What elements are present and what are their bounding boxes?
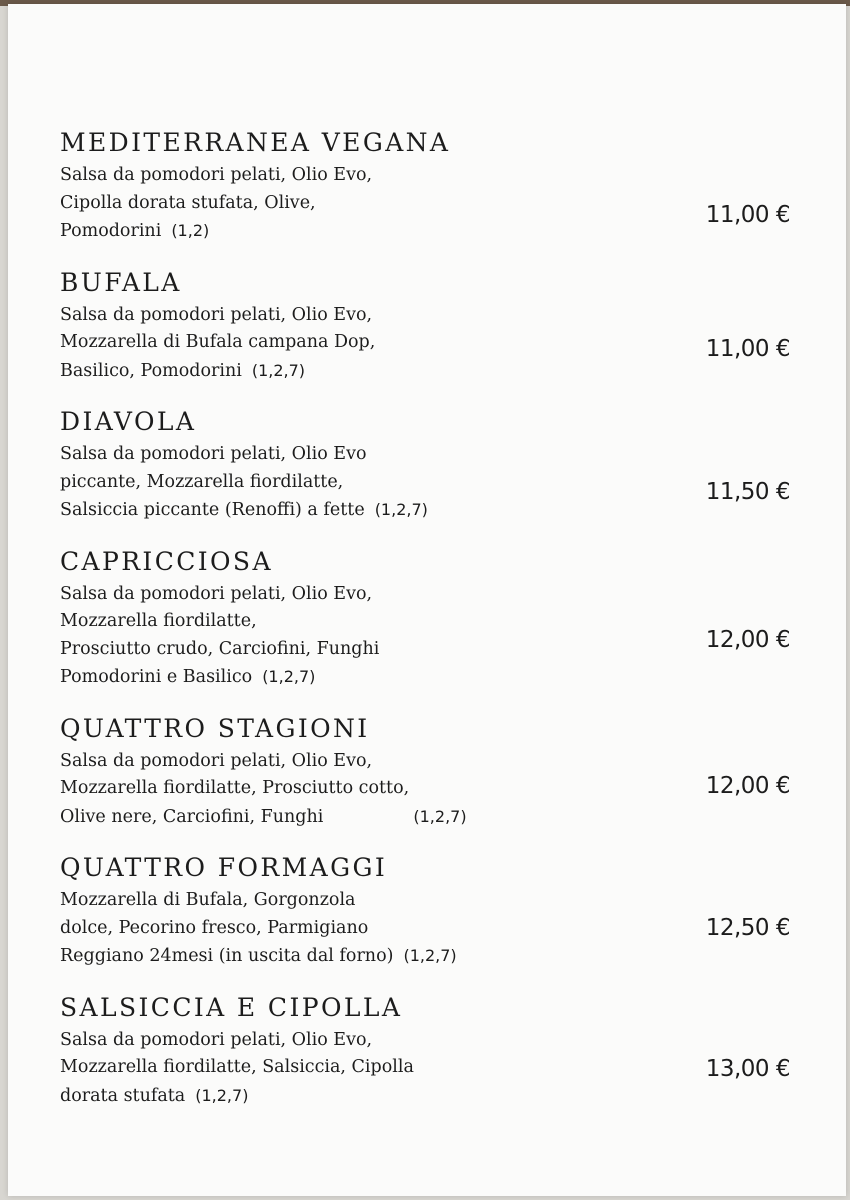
description-line: Mozzarella fiordilatte, Salsiccia, Cipolla xyxy=(60,1057,414,1077)
menu-item-quattro-formaggi xyxy=(60,852,820,971)
menu-page xyxy=(8,4,846,1196)
description-text: Pomodorini e Basilico xyxy=(60,667,253,687)
description-line: Cipolla dorata stufata, Olive, xyxy=(60,192,316,213)
allergen-codes: (1,2,7) xyxy=(413,806,467,826)
description-text: Pomodorini xyxy=(60,221,162,241)
allergen-codes: (1,2,7) xyxy=(403,946,457,965)
description-text: dorata stufata xyxy=(60,1085,186,1106)
menu-item-price: 12,00 € xyxy=(705,772,790,799)
description-line: Salsa da pomodori pelati, Olio Evo, xyxy=(60,304,373,325)
menu-item-name: QUATTRO STAGIONI xyxy=(60,713,370,743)
description-text: Salsiccia piccante (Renoffi) a fette xyxy=(60,500,365,520)
menu-item-price: 13,00 € xyxy=(705,1055,790,1082)
menu-item-bufala xyxy=(60,267,820,386)
menu-item-name: MEDITERRANEA VEGANA xyxy=(60,128,451,157)
menu-item-name: QUATTRO FORMAGGI xyxy=(60,853,388,882)
menu-item-name: SALSICCIA E CIPOLLA xyxy=(60,992,403,1022)
description-line: Salsa da pomodori pelati, Olio Evo, xyxy=(60,1029,373,1050)
description-line: dolce, Pecorino fresco, Parmigiano xyxy=(60,917,369,938)
description-line xyxy=(60,1082,820,1111)
description-line xyxy=(60,942,820,971)
description-line xyxy=(60,803,820,832)
menu-item-price: 11,50 € xyxy=(705,479,790,505)
menu-item-capricciosa xyxy=(60,546,820,692)
menu-item-price: 12,00 € xyxy=(705,626,790,653)
pizza-menu-list xyxy=(60,127,820,1131)
menu-item-name: CAPRICCIOSA xyxy=(60,546,273,576)
description-line: Mozzarella di Bufala campana Dop, xyxy=(60,332,376,352)
description-line: Mozzarella fiordilatte, xyxy=(60,611,257,631)
description-line: Salsa da pomodori pelati, Olio Evo, xyxy=(60,583,373,604)
description-text: Reggiano 24mesi (in uscita dal forno) xyxy=(60,946,394,966)
description-line xyxy=(60,663,820,692)
description-line: piccante, Mozzarella fiordilatte, xyxy=(60,471,344,492)
menu-item-price: 11,00 € xyxy=(705,335,790,362)
description-line: Mozzarella fiordilatte, Prosciutto cotto, xyxy=(60,778,410,798)
description-line: Salsa da pomodori pelati, Olio Evo, xyxy=(60,750,373,771)
description-line: Salsa da pomodori pelati, Olio Evo xyxy=(60,444,367,464)
menu-item-salsiccia-e-cipolla xyxy=(60,992,820,1111)
allergen-codes: (1,2,7) xyxy=(374,500,428,519)
menu-item-quattro-stagioni xyxy=(60,713,820,832)
allergen-codes: (1,2,7) xyxy=(195,1085,249,1105)
menu-item-mediterranea-vegana xyxy=(60,127,820,246)
description-line: Mozzarella di Bufala, Gorgonzola xyxy=(60,890,356,910)
menu-item-price: 11,00 € xyxy=(705,202,790,228)
menu-item-price: 12,50 € xyxy=(705,915,790,941)
menu-item-name: BUFALA xyxy=(60,267,182,297)
allergen-codes: (1,2) xyxy=(171,221,210,240)
allergen-codes: (1,2,7) xyxy=(251,360,306,380)
menu-item-name: DIAVOLA xyxy=(60,407,197,436)
menu-item-diavola xyxy=(60,406,820,525)
allergen-codes: (1,2,7) xyxy=(262,667,316,686)
description-line: Salsa da pomodori pelati, Olio Evo, xyxy=(60,165,373,185)
description-line: Prosciutto crudo, Carciofini, Funghi xyxy=(60,638,380,659)
description-text: Olive nere, Carciofini, Funghi xyxy=(60,806,324,827)
description-text: Basilico, Pomodorini xyxy=(60,360,242,381)
